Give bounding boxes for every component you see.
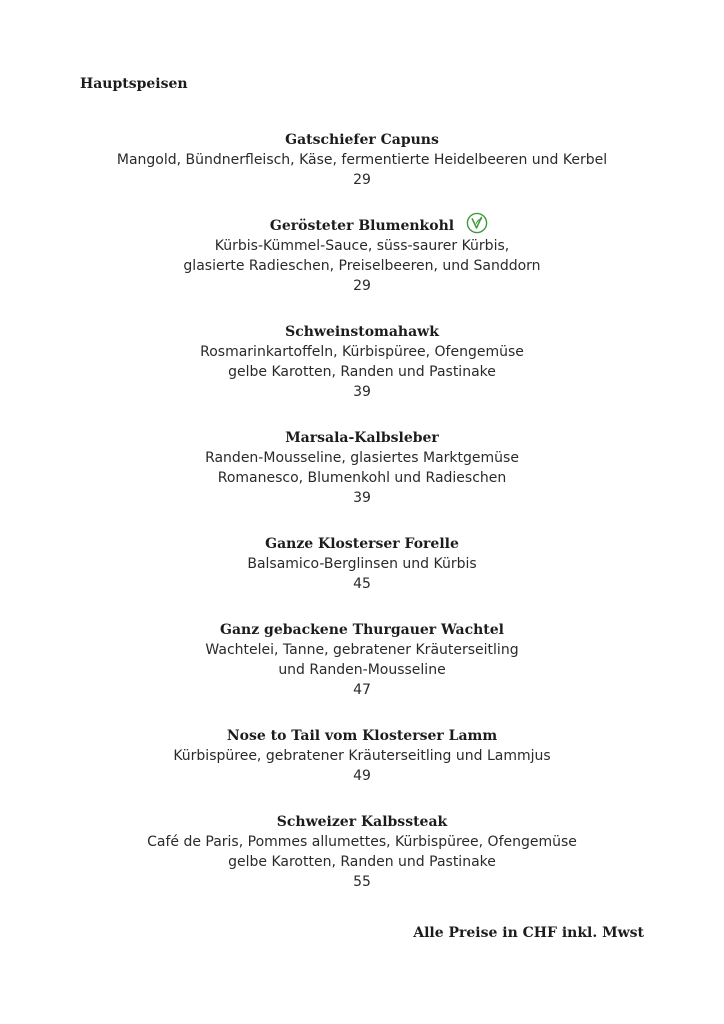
vegetarian-icon xyxy=(466,212,488,234)
dish-item xyxy=(0,726,724,786)
dish-price: 39 xyxy=(353,384,371,400)
dish-name: Marsala-Kalbsleber xyxy=(285,430,439,446)
dish-description: Café de Paris, Pommes allumettes, Kürbispüree, Ofengemüse xyxy=(147,834,577,850)
dish-item xyxy=(0,620,724,700)
dish-item xyxy=(0,428,724,508)
dish-name: Ganze Klosterser Forelle xyxy=(265,536,459,552)
dish-price: 29 xyxy=(353,278,371,294)
dish-price: 47 xyxy=(353,682,371,698)
dish-description: Balsamico-Berglinsen und Kürbis xyxy=(247,556,477,572)
dish-price: 39 xyxy=(353,490,371,506)
dish-name: Schweinstomahawk xyxy=(285,324,439,340)
dish-description: Kürbispüree, gebratener Kräuterseitling und Lammjus xyxy=(173,748,551,764)
menu-list xyxy=(0,130,724,892)
dish-price: 29 xyxy=(353,172,371,188)
dish-price: 49 xyxy=(353,768,371,784)
dish-description: Wachtelei, Tanne, gebratener Kräuterseitling xyxy=(205,642,519,658)
dish-item xyxy=(0,534,724,594)
dish-description: Rosmarinkartoffeln, Kürbispüree, Ofengemüse xyxy=(200,344,524,360)
dish-description: glasierte Radieschen, Preiselbeeren, und Sanddorn xyxy=(183,258,541,274)
section-title: Hauptspeisen xyxy=(80,76,188,92)
dish-description: Romanesco, Blumenkohl und Radieschen xyxy=(217,470,507,486)
dish-item xyxy=(0,812,724,892)
price-note: Alle Preise in CHF inkl. Mwst xyxy=(413,925,644,941)
dish-name: Schweizer Kalbssteak xyxy=(276,814,448,830)
dish-item xyxy=(0,322,724,402)
dish-name-wrap xyxy=(270,216,454,236)
dish-description: Mangold, Bündnerfleisch, Käse, fermentierte Heidelbeeren und Kerbel xyxy=(116,152,608,168)
dish-item xyxy=(0,130,724,190)
dish-description: Kürbis-Kümmel-Sauce, süss-saurer Kürbis, xyxy=(214,238,510,254)
dish-item xyxy=(0,216,724,296)
dish-name: Gatschiefer Capuns xyxy=(285,132,439,148)
dish-description: Randen-Mousseline, glasiertes Marktgemüse xyxy=(205,450,519,466)
dish-name: Ganz gebackene Thurgauer Wachtel xyxy=(220,622,504,638)
dish-name: Gerösteter Blumenkohl xyxy=(269,218,455,234)
dish-description: gelbe Karotten, Randen und Pastinake xyxy=(228,364,496,380)
dish-name: Nose to Tail vom Klosterser Lamm xyxy=(226,728,498,744)
dish-price: 45 xyxy=(353,576,371,592)
dish-price: 55 xyxy=(353,874,371,890)
dish-description: und Randen-Mousseline xyxy=(278,662,446,678)
dish-description: gelbe Karotten, Randen und Pastinake xyxy=(228,854,496,870)
